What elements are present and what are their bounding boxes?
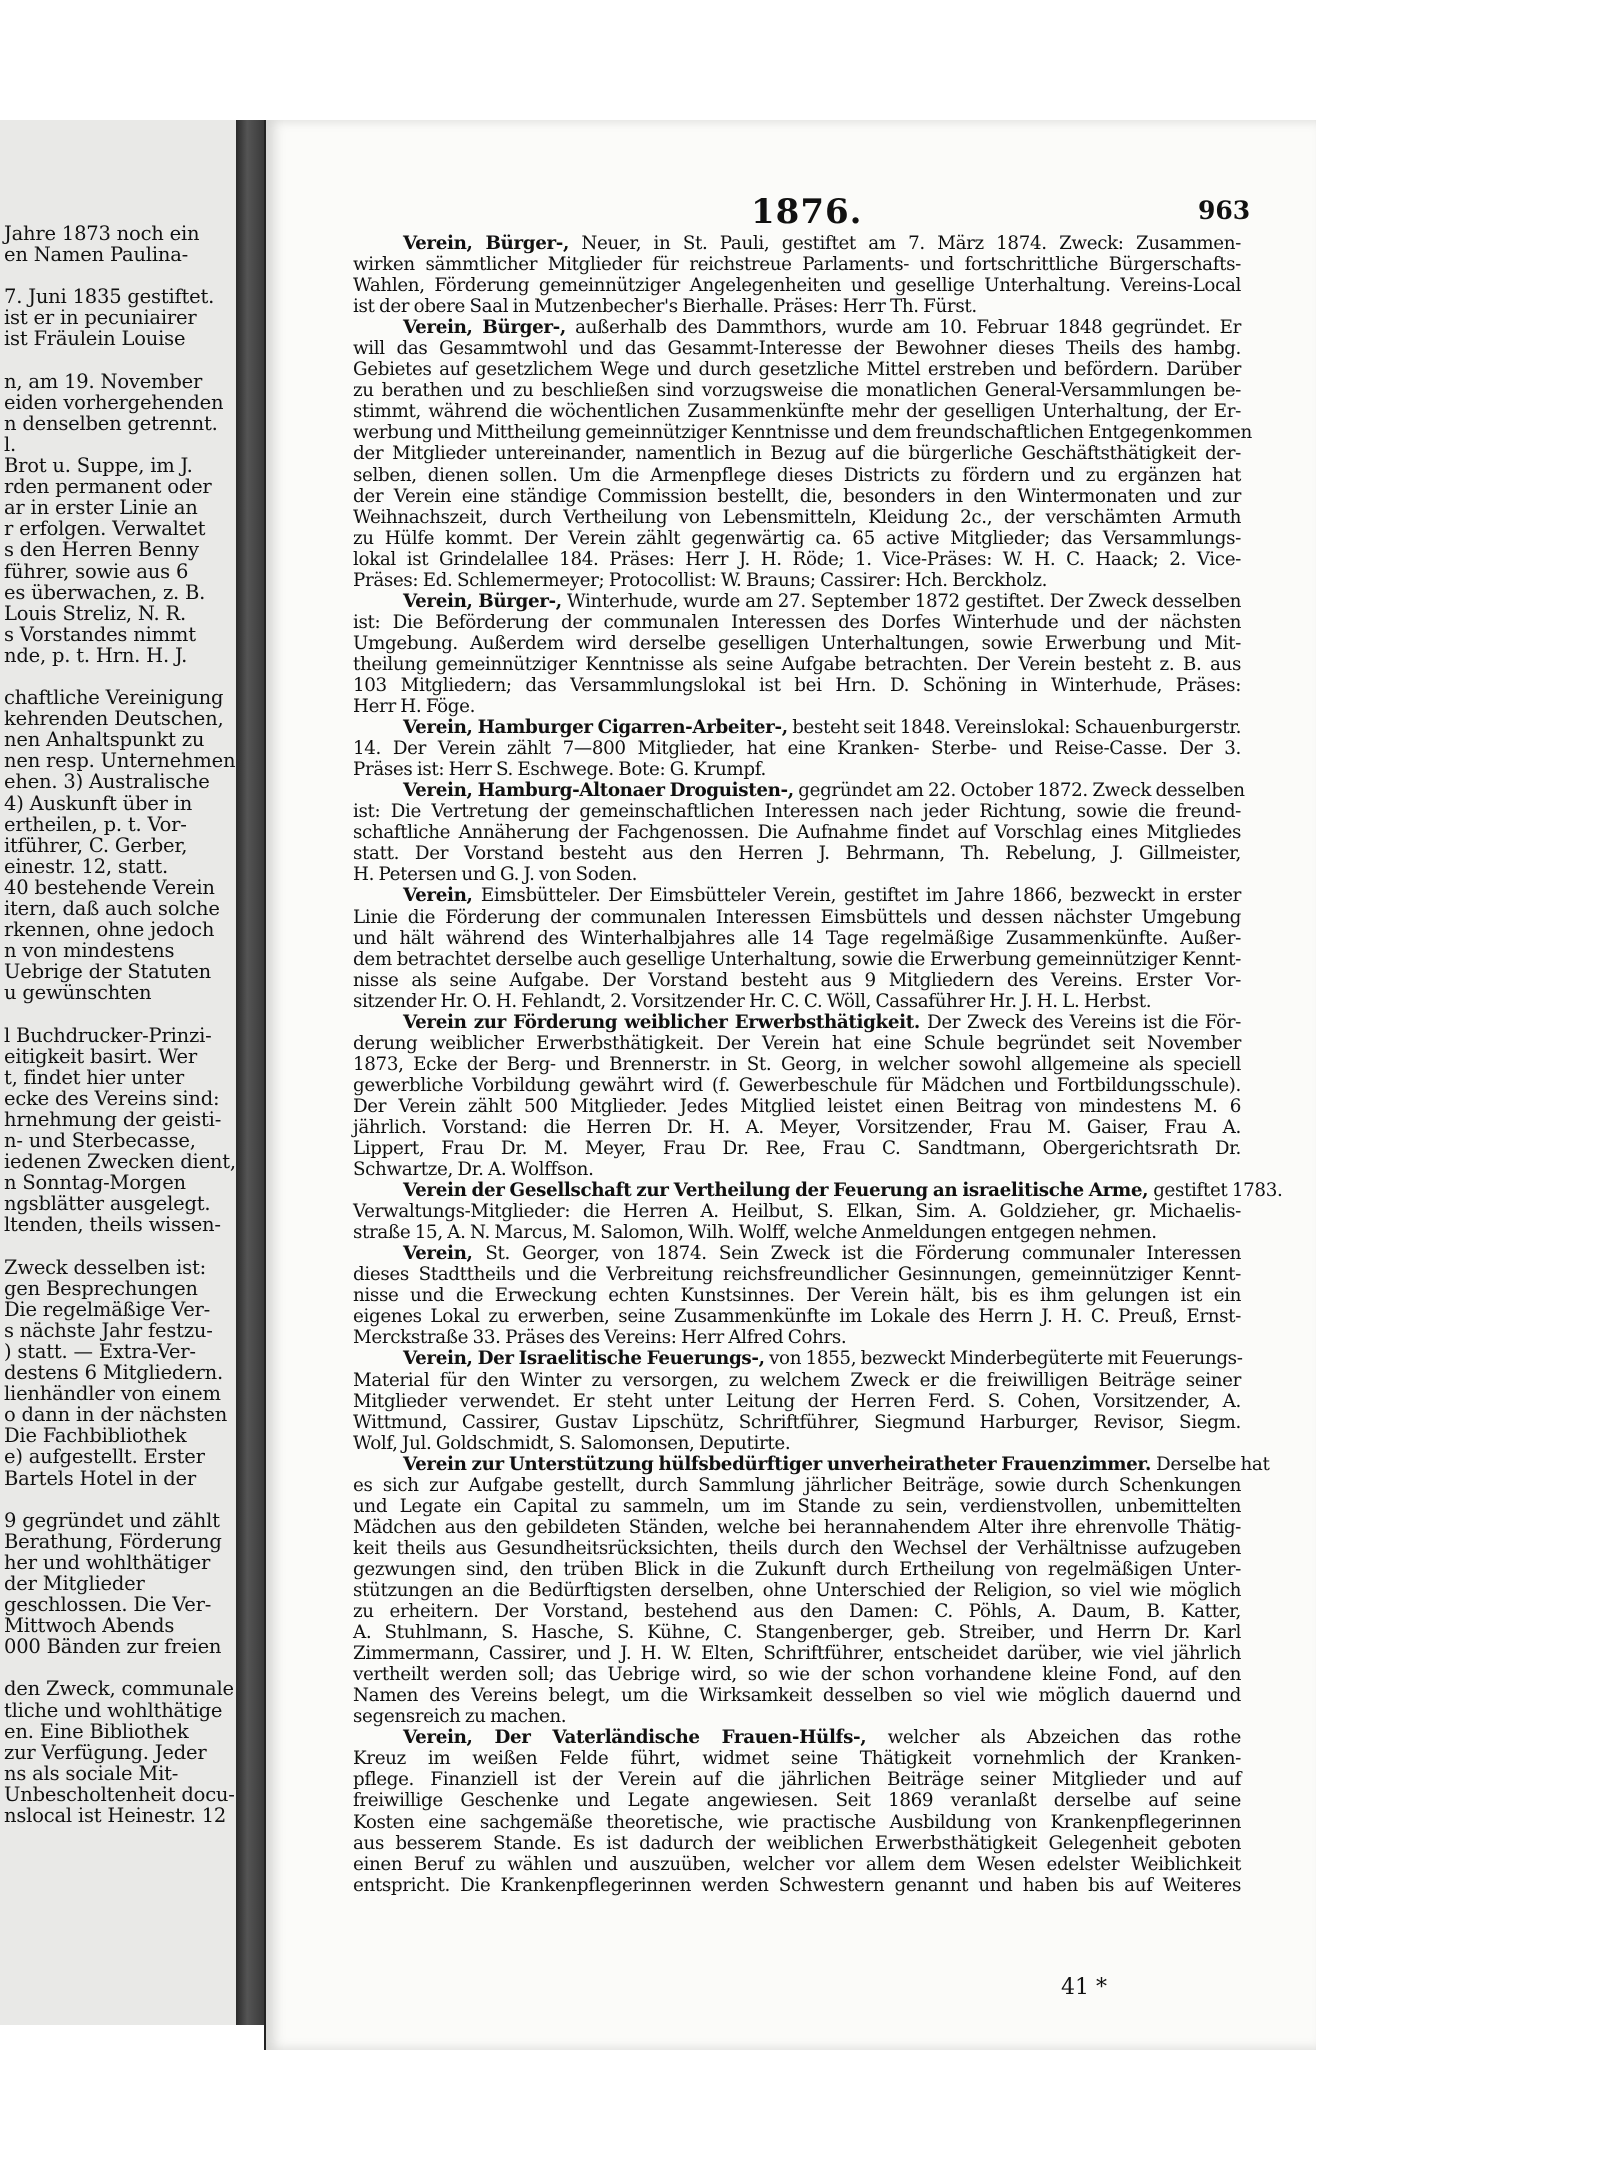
text-line: Mädchen aus den gebildeten Ständen, welche bei herannahendem Alter ihre ehrenvolle Thätig-: [353, 1516, 1241, 1538]
text-line: entspricht. Die Krankenpflegerinnen werden Schwestern genannt und haben bis auf Weiteres: [353, 1874, 1241, 1896]
text-line: gezwungen sind, den trüben Blick in die Zukunft durch Ertheilung von regelmäßigen Unter-: [353, 1558, 1241, 1580]
left-page-line: kehrenden Deutschen,: [4, 707, 224, 731]
text-line: A. Stuhlmann, S. Hasche, S. Kühne, C. Stangenberger, geb. Streiber, und Herrn Dr. Karl: [353, 1622, 1241, 1644]
text-line: Merckstraße 33. Präses des Vereins: Herr Alfred Cohrs.: [353, 1327, 847, 1349]
left-page-line: eiden vorhergehenden: [4, 390, 224, 414]
text-line: Wittmund, Cassirer, Gustav Lipschütz, Schriftführer, Siegmund Harburger, Revisor, Siegm.: [353, 1411, 1241, 1433]
left-page-line: Bartels Hotel in der: [4, 1466, 196, 1490]
text-line: pflege. Finanziell ist der Verein auf die jährlichen Beiträge seiner Mitglieder und auf: [353, 1769, 1241, 1791]
text-line: Wolf, Jul. Goldschmidt, S. Salomonsen, Deputirte.: [353, 1432, 791, 1454]
entry-heading: Verein, Der Israelitische Feuerungs-,: [403, 1348, 765, 1370]
left-page-line: es überwachen, z. B.: [4, 580, 206, 604]
left-page-line: Mittwoch Abends: [4, 1614, 175, 1638]
text-line: 14. Der Verein zählt 7—800 Mitglieder, hat eine Kranken- Sterbe- und Reise-Casse. Der 3.: [353, 738, 1241, 760]
text-line: segensreich zu machen.: [353, 1706, 567, 1728]
left-page-line: n- und Sterbecasse,: [4, 1129, 196, 1153]
left-page-line: iedenen Zwecken dient,: [4, 1150, 236, 1174]
text-line: zu berathen und zu beschließen sind vorzugsweise die monatlichen General-Versammlungen be-: [353, 380, 1241, 402]
text-line: freiwillige Geschenke und Legate angewiesen. Seit 1869 veranlaßt derselbe auf seine: [353, 1790, 1241, 1812]
text-block: [353, 233, 1283, 1896]
left-page-line: [0, 1489, 236, 1510]
text-line: es sich zur Aufgabe gestellt, durch Sammlung jährlicher Beiträge, sowie durch Schenkungen: [353, 1474, 1241, 1496]
text-line: Präses ist: Herr S. Eschwege. Bote: G. Krumpf.: [353, 759, 766, 781]
left-page-line: einestr. 12, statt.: [4, 854, 169, 878]
text-line: Mitglieder verwendet. Er steht unter Leitung der Herren Ferd. S. Cohen, Vorsitzender, A.: [353, 1390, 1241, 1412]
text-line: Lippert, Frau Dr. M. Meyer, Frau Dr. Ree, Frau C. Sandtmann, Obergerichtsrath Dr.: [353, 1138, 1241, 1160]
page-number: 963: [1198, 196, 1251, 225]
left-page-line: r erfolgen. Verwaltet: [4, 517, 206, 541]
left-page-line: nslocal ist Heinestr. 12: [4, 1804, 227, 1828]
left-page-line: gen Besprechungen: [4, 1276, 198, 1300]
left-page-text: [0, 120, 236, 1826]
text-line: gewerbliche Vorbildung gewährt wird (f. Gewerbeschule für Mädchen und Fortbildungsschule).: [353, 1074, 1241, 1096]
left-page-line: n von mindestens: [4, 939, 175, 963]
text-line: zu Hülfe kommt. Der Verein zählt gegenwärtig ca. 65 active Mitglieder; das Versammlungs-: [353, 527, 1241, 549]
text-line: vertheilt werden soll; das Uebrige wird, so wie der schon vorhandene kleine Fond, auf den: [353, 1664, 1241, 1686]
left-page-line: o dann in der nächsten: [4, 1403, 228, 1427]
left-page-line: n, am 19. November: [4, 369, 203, 393]
left-page-line: führer, sowie aus 6: [4, 559, 189, 583]
text-line: der Mitglieder untereinander, namentlich in Bezug auf die bürgerliche Geschäftsthätigkeit der-: [353, 443, 1241, 465]
left-page-line: rkennen, ohne jedoch: [4, 918, 215, 942]
left-page-line: Die Fachbibliothek: [4, 1424, 187, 1448]
entry-first-line: Verein, Bürger-, Winterhude, wurde am 27. September 1872 gestiftet. Der Zweck desselben: [403, 590, 1241, 612]
text-line: stimmt, während die wöchentlichen Zusammenkünfte mehr der geselligen Unterhaltung, der Er-: [353, 401, 1241, 423]
left-page-line: n Sonntag-Morgen: [4, 1171, 186, 1195]
text-line: und hält während des Winterhalbjahres alle 14 Tage regelmäßige Zusammenkünfte. Außer-: [353, 927, 1241, 949]
text-line: Herr H. Föge.: [353, 696, 476, 718]
entry-heading: Verein, Der Vaterländische Frauen-Hülfs-,: [403, 1727, 867, 1749]
left-page-line: nen resp. Unternehmen: [4, 749, 236, 773]
left-page-line: her und wohlthätiger: [4, 1550, 211, 1574]
left-page-line: hrnehmung der geisti-: [4, 1107, 222, 1131]
text-line: H. Petersen und G. J. von Soden.: [353, 864, 638, 886]
text-line: Material für den Winter zu versorgen, zu welchem Zweck er die freiwilligen Beiträge seiner: [353, 1369, 1241, 1391]
left-page-line: 4) Auskunft über in: [4, 791, 193, 815]
left-page-line: ist Fräulein Louise: [4, 327, 186, 351]
entry-heading: Verein,: [403, 1243, 486, 1265]
left-page-line: ngsblätter ausgelegt.: [4, 1192, 211, 1216]
left-page-line: Brot u. Suppe, im J.: [4, 454, 193, 478]
text-line: nisse und die Erweckung echten Kunstsinnes. Der Verein hält, bis es ihm gelungen ist ein: [353, 1285, 1241, 1307]
left-page-line: 40 bestehende Verein: [4, 875, 215, 899]
left-page-line: chaftliche Vereinigung: [4, 686, 224, 710]
entry-first-line: Verein, Hamburg-Altonaer Droguisten-, gegründet am 22. October 1872. Zweck desselben: [403, 780, 1245, 802]
entry-heading: Verein, Bürger-,: [403, 233, 570, 254]
page-year: 1876.: [751, 192, 863, 232]
entry-heading: Verein, Hamburger Cigarren-Arbeiter-,: [403, 717, 788, 739]
text-line: schaftliche Annäherung der Fachgenossen. Die Aufnahme findet auf Vorschlag eines Mitgliedes: [353, 822, 1241, 844]
left-page-line: tliche und wohlthätige: [4, 1698, 223, 1722]
text-line: theilung gemeinnütziger Kenntnisse als seine Aufgabe betrachten. Der Verein besteht z. B. aus: [353, 653, 1241, 675]
text-line: einen Beruf zu wählen und auszuüben, welcher vor allem dem Wesen edelster Weiblichkeit: [353, 1853, 1241, 1875]
text-line: ist: Die Beförderung der communalen Interessen des Dorfes Winterhude und der nächsten: [353, 611, 1241, 633]
text-line: dem betrachtet derselbe auch gesellige Unterhaltung, sowie die Erwerbung gemeinnütziger Kennt-: [353, 948, 1241, 970]
entry-first-line: Verein, Eimsbütteler. Der Eimsbütteler Verein, gestiftet im Jahre 1866, bezweckt in erster: [403, 885, 1241, 907]
signature-mark: 41 *: [1061, 1975, 1107, 2000]
entry-heading: Verein zur Förderung weiblicher Erwerbsthätigkeit.: [403, 1011, 928, 1033]
left-page-line: Louis Streliz, N. R.: [4, 601, 186, 625]
page-header: [266, 192, 1316, 232]
left-page-line: Die regelmäßige Ver-: [4, 1297, 211, 1321]
left-page-line: s nächste Jahr festzu-: [4, 1318, 213, 1342]
text-line: Namen des Vereins belegt, um die Wirksamkeit desselben so viel wie möglich dauernd und: [353, 1685, 1241, 1707]
left-page-line: ar in erster Linie an: [4, 496, 198, 520]
left-page-line: [0, 1003, 236, 1024]
text-line: wirken sämmtlicher Mitglieder für reichstreue Parlaments- und fortschrittliche Bürgerschafts-: [353, 254, 1241, 276]
left-page-line: [0, 1657, 236, 1678]
entry-first-line: Verein, St. Georger, von 1874. Sein Zweck ist die Förderung communaler Interessen: [403, 1243, 1241, 1265]
book-gutter: [236, 120, 264, 2025]
text-line: und Legate ein Capital zu sammeln, um im Stande zu sein, verdienstvollen, unbemittelten: [353, 1495, 1241, 1517]
left-page-line: s Vorstandes nimmt: [4, 622, 196, 646]
left-page-line: l.: [4, 432, 17, 456]
entry-heading: Verein, Bürger-,: [403, 317, 566, 339]
left-page-line: den Zweck, communale: [4, 1677, 234, 1701]
left-page-line: Uebrige der Statuten: [4, 960, 211, 984]
text-line: derung weiblicher Erwerbsthätigkeit. Der Verein hat eine Schule begründet seit November: [353, 1032, 1241, 1054]
left-page-line: Zweck desselben ist:: [4, 1255, 206, 1279]
left-page-line: Jahre 1873 noch ein: [4, 222, 200, 245]
text-line: eigenes Lokal zu erwerben, seine Zusammenkünfte im Lokale des Herrn J. H. C. Preuß, Ernst-: [353, 1306, 1241, 1328]
entry-heading: Verein, Hamburg-Altonaer Droguisten-,: [403, 780, 794, 802]
left-page-line: nen Anhaltspunkt zu: [4, 728, 205, 752]
left-page-line: nde, p. t. Hrn. H. J.: [4, 643, 188, 667]
text-line: keit theils aus Gesundheitsrücksichten, theils durch den Wechsel der Verhältnisse aufzugeben: [353, 1537, 1241, 1559]
text-line: straße 15, A. N. Marcus, M. Salomon, Wilh. Wolff, welche Anmeldungen entgegen nehmen.: [353, 1222, 1157, 1244]
left-page-line: Unbescholtenheit docu-: [4, 1782, 235, 1806]
entry-first-line: Verein, Bürger-, Neuer, in St. Pauli, gestiftet am 7. März 1874. Zweck: Zusammen-: [403, 233, 1242, 254]
left-page-line: der Mitglieder: [4, 1572, 145, 1595]
left-page-line: u gewünschten: [4, 981, 152, 1005]
entry-first-line: Verein zur Unterstützung hülfsbedürftiger unverheiratheter Frauenzimmer. Derselbe hat: [403, 1453, 1270, 1475]
left-page-line: 9 gegründet und zählt: [4, 1508, 220, 1532]
text-line: Zimmermann, Cassirer, und J. H. W. Elten, Schriftführer, entscheidet darüber, wie viel jährlich: [353, 1643, 1241, 1665]
left-page-line: t, findet hier unter: [4, 1065, 184, 1089]
text-line: will das Gesammtwohl und das Gesammt-Interesse der Bewohner dieses Theils des hambg.: [353, 338, 1241, 360]
left-page-line: en. Eine Bibliothek: [4, 1719, 189, 1743]
left-page-line: s den Herren Benny: [4, 538, 199, 562]
left-page-fragment: [0, 120, 239, 2025]
text-line: stützungen an die Bedürftigsten derselben, ohne Unterschied der Religion, so viel wie möglich: [353, 1580, 1241, 1601]
text-line: der Verein eine ständige Commission bestellt, die, besonders in den Wintermonaten und zur: [353, 485, 1241, 507]
text-line: aus besserem Stande. Es ist dadurch der weiblichen Erwerbsthätigkeit Gelegenheit geboten: [353, 1832, 1241, 1854]
entry-heading: Verein zur Unterstützung hülfsbedürftiger unverheiratheter Frauenzimmer.: [403, 1453, 1157, 1475]
entry-heading: Verein, Bürger-,: [403, 590, 562, 612]
left-page-line: ltenden, theils wissen-: [4, 1213, 221, 1237]
left-page-line: [0, 265, 236, 286]
right-page: [264, 120, 1316, 2050]
left-page-line: ns als sociale Mit-: [4, 1761, 179, 1785]
entry-first-line: Verein, Der Vaterländische Frauen-Hülfs-, welcher als Abzeichen das rothe: [403, 1727, 1242, 1749]
left-page-line: [0, 666, 236, 687]
text-line: selben, dienen sollen. Um die Armenpflege dieses Districts zu fördern und zu ergänzen hat: [353, 464, 1241, 486]
text-line: Weihnachszeit, durch Vertheilung von Lebensmitteln, Kleidung 2c., der verschämten Armuth: [353, 506, 1241, 528]
entry-first-line: Verein zur Förderung weiblicher Erwerbsthätigkeit. Der Zweck des Vereins ist die För-: [403, 1011, 1241, 1033]
left-page-line: itführer, C. Gerber,: [4, 833, 188, 857]
left-page-line: ecke des Vereins sind:: [4, 1086, 220, 1110]
left-page-line: e) aufgestellt. Erster: [4, 1445, 205, 1469]
text-line: 103 Mitgliedern; das Versammlungslokal ist bei Hrn. D. Schöning in Winterhude, Präses:: [353, 674, 1241, 696]
text-line: Verwaltungs-Mitglieder: die Herren A. Heilbut, S. Elkan, Sim. A. Goldzieher, gr. Michaelis-: [353, 1201, 1241, 1223]
left-page-line: geschlossen. Die Ver-: [4, 1593, 212, 1617]
entry-heading: Verein,: [403, 885, 481, 907]
text-line: Gebietes auf gesetzlichem Wege und durch gesetzliche Mittel erstreben und befördern. Darüber: [353, 359, 1241, 381]
left-page-line: rden permanent oder: [4, 475, 212, 499]
text-line: zu erheitern. Der Vorstand, bestehend aus den Damen: C. Pöhls, A. Daum, B. Katter,: [353, 1601, 1241, 1623]
text-line: Schwartze, Dr. A. Wolffson.: [353, 1159, 594, 1181]
left-page-line: n denselben getrennt.: [4, 411, 218, 435]
left-page-line: l Buchdrucker-Prinzi-: [4, 1023, 212, 1047]
text-line: ist der obere Saal in Mutzenbecher's Bierhalle. Präses: Herr Th. Fürst.: [353, 296, 977, 318]
left-page-line: Berathung, Förderung: [4, 1529, 222, 1553]
entry-first-line: Verein, Der Israelitische Feuerungs-, von 1855, bezweckt Minderbegüterte mit Feuerungs-: [403, 1348, 1243, 1370]
left-page-line: en Namen Paulina-: [4, 243, 189, 267]
left-page-line: [0, 1236, 236, 1257]
text-line: jährlich. Vorstand: die Herren Dr. H. A. Meyer, Vorsitzender, Frau M. Gaiser, Frau A.: [353, 1116, 1241, 1138]
left-page-line: eitigkeit basirt. Wer: [4, 1044, 197, 1068]
text-line: Kreuz im weißen Felde führt, widmet seine Thätigkeit vornehmlich der Kranken-: [353, 1748, 1241, 1770]
left-page-line: zur Verfügung. Jeder: [4, 1740, 207, 1764]
entry-heading: Verein der Gesellschaft zur Vertheilung der Feuerung an israelitische Arme,: [403, 1180, 1154, 1202]
text-line: sitzender Hr. O. H. Fehlandt, 2. Vorsitzender Hr. C. C. Wöll, Cassaführer Hr. J. H. L. Herbst.: [353, 990, 1152, 1012]
entry-first-line: Verein der Gesellschaft zur Vertheilung der Feuerung an israelitische Arme, gestiftet 1783.: [403, 1180, 1283, 1202]
left-page-line: ehen. 3) Australische: [4, 770, 210, 794]
left-page-line: ) statt. — Extra-Ver-: [4, 1339, 196, 1363]
left-page-line: lienhändler von einem: [4, 1382, 221, 1406]
text-line: lokal ist Grindelallee 184. Präses: Herr J. H. Röde; 1. Vice-Präses: W. H. C. Haack; 2. Vice-: [353, 548, 1241, 570]
left-page-line: ertheilen, p. t. Vor-: [4, 812, 187, 836]
text-line: Kosten eine sachgemäße theoretische, wie practische Ausbildung von Krankenpflegerinnen: [353, 1811, 1241, 1833]
text-line: ist: Die Vertretung der gemeinschaftlichen Interessen nach jeder Richtung, sowie die freund-: [353, 801, 1241, 823]
text-line: Der Verein zählt 500 Mitglieder. Jedes Mitglied leistet einen Beitrag von mindestens M. 6: [353, 1095, 1241, 1117]
left-page-line: ist er in pecuniairer: [4, 306, 197, 330]
entry-first-line: Verein, Bürger-, außerhalb des Dammthors, wurde am 10. Februar 1848 gegründet. Er: [403, 317, 1242, 339]
left-page-line: destens 6 Mitgliedern.: [4, 1361, 224, 1385]
left-page-line: itern, daß auch solche: [4, 897, 220, 920]
text-line: 1873, Ecke der Berg- und Brennerstr. in St. Georg, in welcher sowohl allgemeine als speciell: [353, 1053, 1241, 1075]
left-page-line: [0, 350, 236, 371]
left-page-line: 7. Juni 1835 gestiftet.: [4, 285, 215, 309]
text-line: dieses Stadttheils und die Verbreitung reichsfreundlicher Gesinnungen, gemeinnütziger Kennt-: [353, 1264, 1241, 1286]
text-line: statt. Der Vorstand besteht aus den Herren J. Behrmann, Th. Rebelung, J. Gillmeister,: [353, 843, 1241, 865]
entry-first-line: Verein, Hamburger Cigarren-Arbeiter-, besteht seit 1848. Vereinslokal: Schauenburgerstr.: [403, 717, 1242, 739]
text-line: Wahlen, Förderung gemeinnütziger Angelegenheiten und gesellige Unterhaltung. Vereins-Local: [353, 275, 1241, 297]
text-line: Präses: Ed. Schlemermeyer; Protocollist: W. Brauns; Cassirer: Hch. Berckholz.: [353, 569, 1048, 591]
text-line: nisse als seine Aufgabe. Der Vorstand besteht aus 9 Mitgliedern des Vereins. Erster Vor-: [353, 969, 1241, 991]
text-line: Umgebung. Außerdem wird derselbe geselligen Unterhaltungen, sowie Erwerbung und Mit-: [353, 632, 1241, 654]
text-line: Linie die Förderung der communalen Interessen Eimsbüttels und dessen nächster Umgebung: [353, 906, 1241, 928]
left-page-line: 000 Bänden zur freien: [4, 1635, 222, 1659]
text-line: werbung und Mittheilung gemeinnütziger Kenntnisse und dem freundschaftlichen Entgegenkommen: [353, 422, 1252, 444]
